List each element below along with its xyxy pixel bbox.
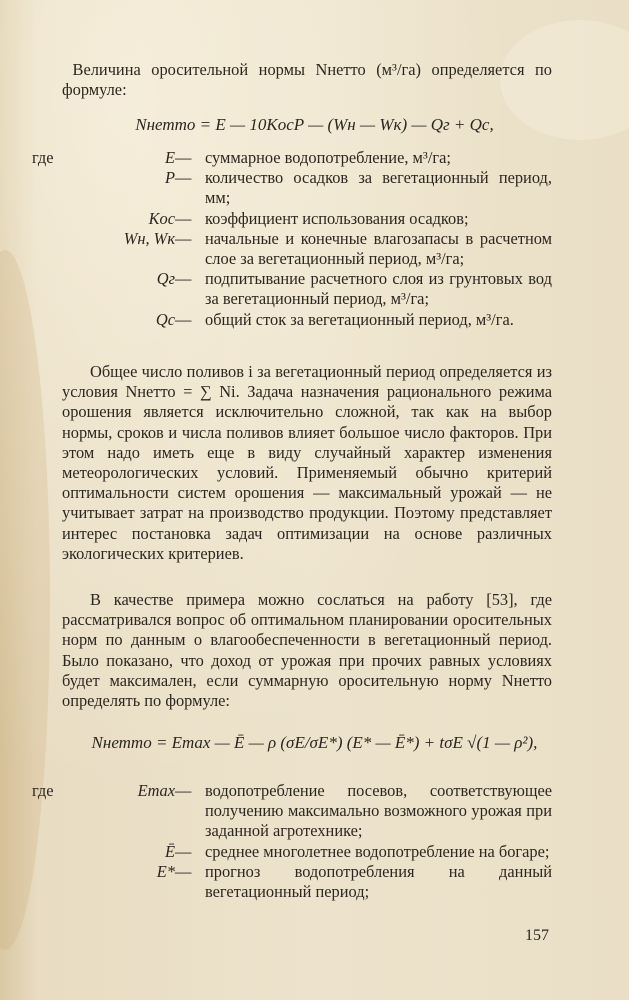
where-label: где xyxy=(32,781,54,800)
definition-symbol: Qг xyxy=(156,269,175,289)
definition-symbol: E* xyxy=(156,861,175,881)
definition-item: E* — прогноз водопотребления на данный вегетационный период; xyxy=(156,861,552,902)
definition-text: общий сток за вегетационный период, м³/га. xyxy=(205,309,514,329)
definition-text: начальные и конечные влагозапасы в расчетном слое за вегетационный период, м³/га; xyxy=(205,228,552,269)
definition-text: коэффициент использования осадков; xyxy=(205,208,469,228)
definition-item: P — количество осадков за вегетационный период, мм; xyxy=(164,168,552,208)
definitions-list-2 xyxy=(32,781,552,902)
definition-symbol: Wн, Wк xyxy=(123,228,175,248)
paragraph-irrigation-count xyxy=(62,362,552,564)
definition-text: среднее многолетнее водопотребление на богаре; xyxy=(205,841,550,861)
definition-text: подпитывание расчетного слоя из грунтовых вод за вегетационный период, м³/га; xyxy=(205,269,552,309)
definition-symbol: Ē xyxy=(164,841,175,861)
definition-symbol: P xyxy=(164,168,175,188)
paragraph-example xyxy=(62,590,552,711)
page-number: 157 xyxy=(525,927,549,944)
definitions-list-1 xyxy=(32,148,552,330)
definition-text: водопотребление посевов, соответствующее получению максимально возможного урожая при заданной агротехнике; xyxy=(205,781,552,841)
definition-item: Qг — подпитывание расчетного слоя из грунтовых вод за вегетационный период, м³/га; xyxy=(156,269,552,309)
definition-symbol: E xyxy=(164,148,175,167)
definition-item: Kос — коэффициент использования осадков; xyxy=(32,209,552,229)
intro-paragraph xyxy=(62,60,552,100)
definition-symbol: Qс xyxy=(155,309,175,329)
formula1-text: Nнетто = E — 10KосP — (Wн — Wк) — Qг + Qс, xyxy=(135,115,494,134)
definition-item: где Emax — водопотребление посевов, соответствующее получению максимально возможного урожая при заданной агротехнике; xyxy=(32,781,552,841)
definition-text: количество осадков за вегетационный период, мм; xyxy=(205,168,552,208)
paragraph-3-text: В качестве примера можно сослаться на работу [53], где рассматривался вопрос об оптимальном планировании оросительных норм по данным о влагообеспеченности в вегетационный период. Было показано, что доход от урожая при прочих равных условиях будет максимален, если суммарную оросительную норму Nнетто определять по формуле: xyxy=(62,590,552,711)
intro-text: Величина оросительной нормы Nнетто (м³/га) определяется по формуле: xyxy=(62,60,552,100)
formula2-text: Nнетто = Emax — Ē — ρ (σE/σE*) (E* — Ē*) + tσE √(1 — ρ²), xyxy=(91,733,538,752)
definition-text: суммарное водопотребление, м³/га; xyxy=(205,148,451,167)
definition-item: Ē — среднее многолетнее водопотребление на богаре; xyxy=(32,842,552,862)
definition-item: Qс — общий сток за вегетационный период, м³/га. xyxy=(32,310,552,330)
definition-symbol: Emax xyxy=(137,781,175,800)
definition-item: Wн, Wк — начальные и конечные влагозапасы в расчетном слое за вегетационный период, м³/га; xyxy=(123,228,552,269)
definition-text: прогноз водопотребления на данный вегетационный период; xyxy=(205,861,552,902)
formula-optimal-norm xyxy=(0,733,629,753)
where-label: где xyxy=(32,148,54,167)
definition-symbol: Kос xyxy=(148,208,175,228)
definition-item: где E — суммарное водопотребление, м³/га; xyxy=(32,148,552,168)
paragraph-2-text: Общее число поливов i за вегетационный период определяется из условия Nнетто = ∑ Ni. Задача назначения рационального режима орошения является исключительно сложной, так как на выбор нормы, сроков и числа поливов влияет большое число факторов. При этом надо иметь еще в виду случайный характер изменения метеорологических условий. Применяемый обычно критерий оптимальности систем орошения — максимальный урожай — не учитывает затрат на производство продукции. Поэтому представляет интерес постановка задач оптимизации на основе различных экологических критериев. xyxy=(62,362,552,563)
formula-net-norm xyxy=(0,115,629,135)
